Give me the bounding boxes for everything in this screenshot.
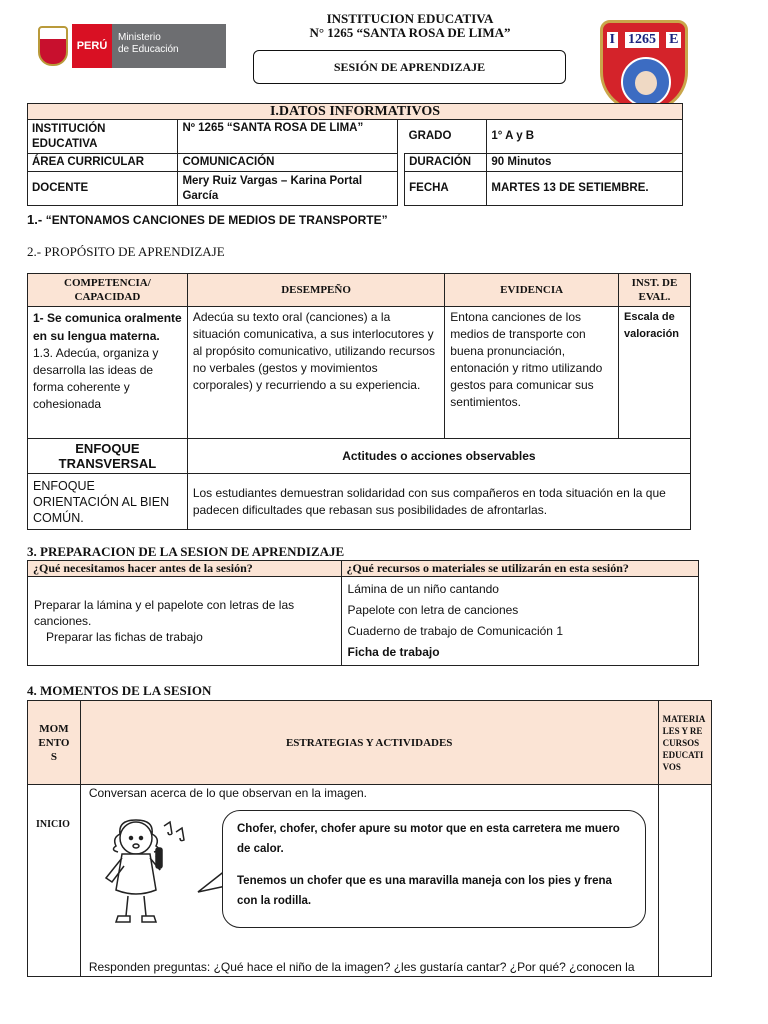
proposito-heading: 2.- PROPÓSITO DE APRENDIZAJE — [27, 244, 225, 259]
badge-num: 1265 — [625, 32, 659, 48]
recursos-cell: Lámina de un niño cantando Papelote con letra de canciones Cuaderno de trabajo de Comunicación 1 Ficha de trabajo — [341, 577, 698, 666]
antes-cell: Preparar la lámina y el papelote con letras de las canciones. Preparar las fichas de trabajo — [28, 577, 342, 666]
instrumento-cell: Escala de valoración — [618, 307, 690, 439]
preguntas-text: Responden preguntas: ¿Qué hace el niño de la imagen? ¿les gustaría cantar? ¿Por qué? ¿conocen la — [88, 960, 635, 974]
col-momentos: MOMENTOS — [28, 701, 81, 785]
evidencia-cell: Entona canciones de los medios de transporte con buena pronunciación, entonación y ritmo utilizando gestos para comunicar sus sentimientos. — [445, 307, 619, 439]
preparacion-heading: 3. PREPARACION DE LA SESION DE APRENDIZAJE — [27, 544, 345, 559]
col-materiales: MATERIALES Y RECURSOS EDUCATIVOS — [658, 701, 711, 785]
grado-label: GRADO — [405, 120, 487, 154]
col-instrumento: INST. DE EVAL. — [618, 274, 690, 307]
grado-value: 1° A y B — [487, 120, 683, 154]
institution-title: INSTITUCION EDUCATIVA N° 1265 “SANTA ROSA DE LIMA” — [309, 11, 511, 40]
song-bubble — [222, 810, 646, 928]
col-evidencia: EVIDENCIA — [445, 274, 619, 307]
enfoque-value: ENFOQUE ORIENTACIÓN AL BIEN COMÚN. — [28, 474, 188, 530]
inst-label: INSTITUCIÓN EDUCATIVA — [28, 120, 178, 154]
competencia-cell: 1- Se comunica oralmente en su lengua materna. 1.3. Adecúa, organiza y desarrolla las ideas de forma coherente y cohesionada — [28, 307, 188, 439]
inicio-materials — [658, 785, 711, 977]
desempeno-cell: Adecúa su texto oral (canciones) a la situación comunicativa, a sus interlocutores y al propósito comunicativo, utilizando recursos no verbales (gestos y movimientos corporales) y recurriendo a su experiencia. — [187, 307, 444, 439]
session-name: 1.- “ENTONAMOS CANCIONES DE MEDIOS DE TRANSPORTE” — [27, 212, 388, 227]
datos-title: I.DATOS INFORMATIVOS — [28, 104, 683, 120]
col-recursos: ¿Qué recursos o materiales se utilizarán en esta sesión? — [341, 561, 698, 577]
coat-of-arms-icon — [38, 26, 68, 66]
intro-text: Conversan acerca de lo que observan en la imagen. — [88, 786, 368, 800]
docente-value: Mery Ruiz Vargas – Karina Portal García — [178, 172, 398, 206]
duracion-label: DURACIÓN — [405, 154, 487, 172]
col-competencia: COMPETENCIA/ CAPACIDAD — [28, 274, 188, 307]
col-desempeno: DESEMPEÑO — [187, 274, 444, 307]
singing-child-illustration — [98, 812, 190, 928]
session-title: SESIÓN DE APRENDIZAJE — [253, 50, 566, 84]
momentos-heading: 4. MOMENTOS DE LA SESION — [27, 683, 212, 698]
logo-ministry: Ministerio de Educación — [112, 24, 226, 68]
area-value: COMUNICACIÓN — [178, 154, 398, 172]
docente-label: DOCENTE — [28, 172, 178, 206]
ministry-logo — [38, 22, 226, 70]
preparacion-table — [27, 560, 699, 666]
fecha-label: FECHA — [405, 172, 487, 206]
song-line-1: Chofer, chofer, chofer apure su motor que en esta carretera me muero de calor. — [237, 823, 620, 855]
saint-portrait-icon — [621, 57, 671, 107]
badge-right: E — [666, 32, 681, 48]
area-label: ÁREA CURRICULAR — [28, 154, 178, 172]
enfoque-label: ENFOQUE TRANSVERSAL — [28, 439, 188, 474]
inicio-label: INICIO — [28, 785, 81, 977]
school-badge — [600, 20, 688, 112]
song-line-2: Tenemos un chofer que es una maravilla maneja con los pies y frena con la rodilla. — [237, 875, 612, 907]
actitudes-value: Los estudiantes demuestran solidaridad con sus compañeros en toda situación en la que padecen dificultades que rebasan sus posibilidades de afrontarlas. — [187, 474, 690, 530]
datos-table — [27, 103, 683, 206]
actitudes-label: Actitudes o acciones observables — [187, 439, 690, 474]
logo-country: PERÚ — [72, 24, 112, 68]
badge-left: I — [607, 32, 618, 48]
proposito-table — [27, 273, 691, 530]
duracion-value: 90 Minutos — [487, 154, 683, 172]
fecha-value: MARTES 13 DE SETIEMBRE. — [487, 172, 683, 206]
col-estrategias: ESTRATEGIAS Y ACTIVIDADES — [80, 701, 658, 785]
inst-value: Nº 1265 “SANTA ROSA DE LIMA” — [178, 120, 398, 154]
col-antes: ¿Qué necesitamos hacer antes de la sesión? — [28, 561, 342, 577]
